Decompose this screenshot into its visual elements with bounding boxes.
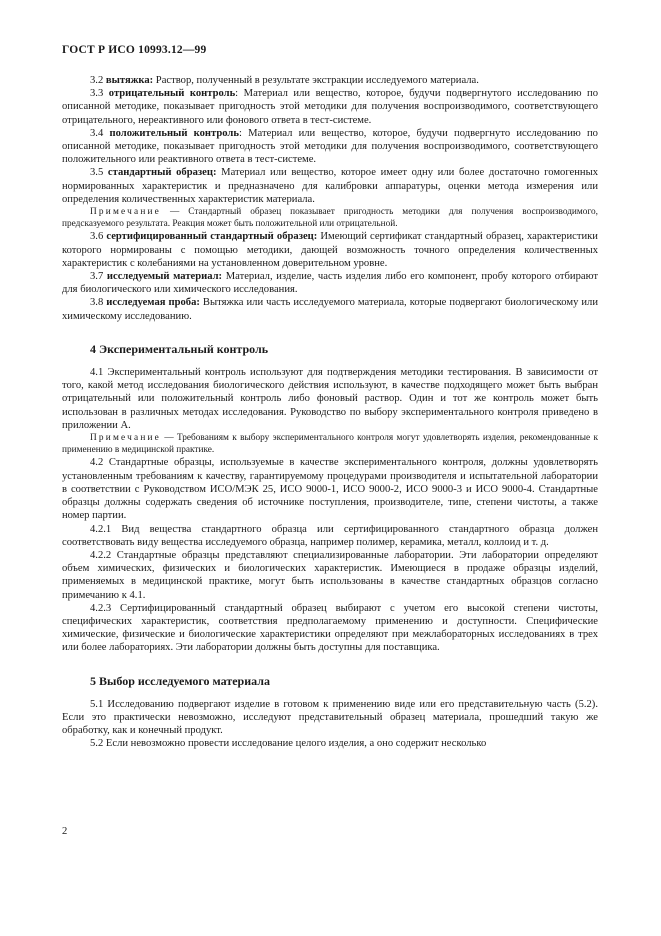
clause-4-2-2: 4.2.2 Стандартные образцы представляют специализированные лаборатории. Эти лаборатории определяют объем химических, физических и биологических характеристик. Имеющиеся в продаже образцы изделий, применяемых в медицинской практике, могут быть использованы в качестве стандартных образцов согласно примечанию к 4.1.: [62, 549, 598, 601]
document-body: [62, 74, 598, 751]
note-3-5: Примечание — Стандартный образец показывает пригодность методики для получения воспроизводимого, предсказуемого результата. Реакция может быть положительной или отрицательной.: [62, 207, 598, 230]
clause-3-5: 3.5 стандартный образец: Материал или вещество, которое имеет одну или более достаточно гомогенных нормированных характеристик и предназначено для калибровки аппаратуры, оценки метода измерения или определения количественных характеристик материала.: [62, 167, 598, 205]
note-4-1: Примечание — Требованиям к выбору экспериментального контроля могут удовлетворять изделия, рекомендованные к применению в медицинской практике.: [62, 433, 598, 456]
clause-3-7: 3.7 исследуемый материал: Материал, изделие, часть изделия либо его компонент, пробу которого отбирают для биологического или химического исследования.: [62, 271, 599, 296]
clause-5-1: 5.1 Исследованию подвергают изделие в готовом к применению виде или его представительную часть (5.2). Если это практически невозможно, исследуют представительный образец материала, прошедший такую же обработку, как и конечный продукт.: [62, 698, 598, 737]
document-header: ГОСТ Р ИСО 10993.12—99: [62, 44, 207, 56]
section-5-heading: 5 Выбор исследуемого материала: [90, 673, 270, 688]
clause-4-2-1: 4.2.1 Вид вещества стандартного образца или сертифицированного стандартного образца должен соответствовать виду вещества исследуемого образца, например полимер, керамика, металл, коллоид и т. д.: [62, 523, 598, 548]
clause-3-6: 3.6 сертифицированный стандартный образец: Имеющий сертификат стандартный образец, характеристики которого нормированы с помощью методики, дающей возможность точного определения количественных характеристик с колебаниями на установленном доверительном уровне.: [62, 231, 598, 269]
clause-3-8: 3.8 исследуемая проба: Вытяжка или часть исследуемого материала, которые подвергают биологическому или химическому исследованию.: [62, 297, 599, 322]
section-4-heading: 4 Экспериментальный контроль: [90, 341, 269, 356]
clause-4-2-3: 4.2.3 Сертифицированный стандартный образец выбирают с учетом его высокой степени чистоты, специфических характеристик, соответствия предполагаемому применению и доступности. Специфические химические, физические и биологические характеристики определяют при межлабораторных исследованиях в трех или более лабораториях. Эти лаборатории должны быть доступны для поставщика.: [62, 602, 598, 654]
clause-3-3: 3.3 отрицательный контроль: Материал или вещество, которое, будучи подвергнутого исследованию по описанной методике, показывает пригодность этой методики для получения воспроизводимого, соответствующего отрицательного, нереактивного или фонового ответа в тест-системе.: [62, 88, 598, 126]
clause-4-2: 4.2 Стандартные образцы, используемые в качестве экспериментального контроля, должны удовлетворять установленным требованиям к качеству, гарантируемому процедурами производителя и испытательной лаборатории в соответствии с Руководством ИСО/МЭК 25, ИСО 9000-1, ИСО 9000-2, ИСО 9000-3 и ИСО 9000-4. Стандартные образцы должны содержать сведения об источнике поступления, производителе, типе, степени чистоты, а также номер партии.: [62, 457, 598, 522]
clause-3-2: 3.2 вытяжка: Раствор, полученный в результате экстракции исследуемого материала.: [90, 75, 479, 86]
clause-3-4: 3.4 положительный контроль: Материал или вещество, которое, будучи подвергнуто исследованию по описанной методике, показывает пригодность этой методики для получения воспроизводимого, соответствующего положительного или реактивного ответа в тест-системе.: [62, 127, 598, 166]
clause-5-2: 5.2 Если невозможно провести исследование целого изделия, а оно содержит несколько: [90, 738, 487, 750]
page-number: 2: [62, 826, 68, 837]
clause-4-1: 4.1 Экспериментальный контроль используют для подтверждения методики тестирования. В зависимости от того, какой метод исследования биологического действия используют, в качестве подходящего может быть выбран отрицательный или положительный контроль либо фоновый раствор. Один и тот же контроль может быть использован в различных методах исследования. Руководство по выбору экспериментального контроля приведено в приложении А.: [62, 367, 598, 431]
